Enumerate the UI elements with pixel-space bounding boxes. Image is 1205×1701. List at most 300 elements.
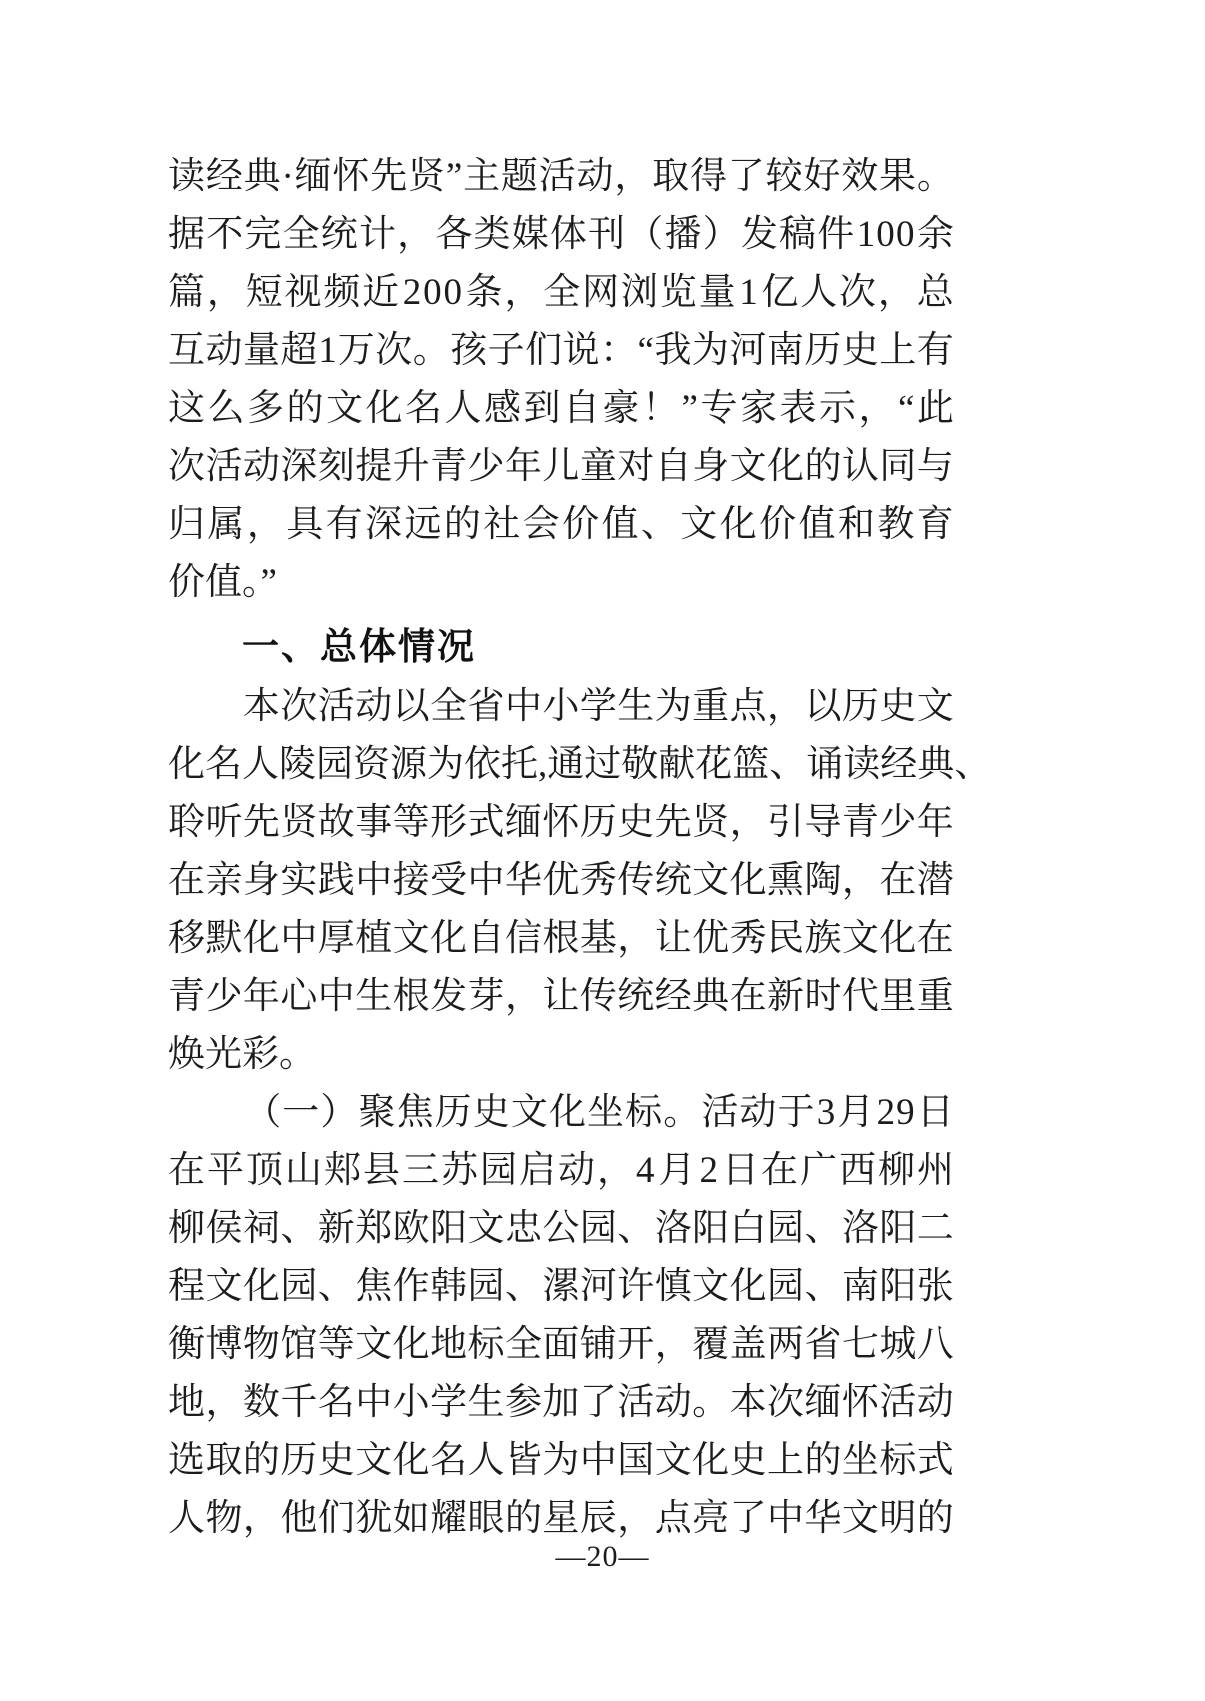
glyph: 过 (584, 744, 622, 785)
paragraph-subsection-one (168, 1084, 954, 1548)
glyph: 发 (740, 214, 778, 255)
glyph: 犹 (355, 1498, 393, 1539)
glyph: 二 (916, 1208, 954, 1249)
glyph: 公 (542, 1208, 580, 1249)
glyph: 的 (242, 1440, 280, 1481)
glyph: 中 (280, 918, 318, 959)
glyph: 、 (617, 1208, 655, 1249)
glyph: 化 (392, 1440, 430, 1481)
glyph: 动 (355, 686, 393, 727)
glyph: 史 (729, 1440, 767, 1481)
glyph: 体 (549, 214, 587, 255)
glyph: 化 (242, 1266, 280, 1307)
glyph: 于 (777, 1092, 815, 1133)
glyph: 不 (206, 214, 244, 255)
glyph: 读 (843, 744, 881, 785)
glyph: 芽 (467, 976, 505, 1017)
glyph: 省 (467, 686, 505, 727)
glyph: 日 (722, 1150, 759, 1191)
glyph: 感 (484, 388, 521, 429)
glyph: 效 (841, 156, 879, 197)
glyph: 阳 (692, 1208, 730, 1249)
glyph: 篇 (168, 272, 205, 313)
glyph: 程 (168, 1266, 205, 1307)
glyph: 园 (767, 1266, 804, 1307)
glyph: 耀 (430, 1498, 468, 1539)
glyph: 白 (729, 1208, 767, 1249)
glyph: 活 (317, 686, 355, 727)
glyph: 许 (617, 1266, 655, 1307)
glyph: 全 (282, 214, 320, 255)
glyph: 们 (317, 1498, 355, 1539)
glyph: 河 (729, 330, 767, 371)
glyph: 年 (242, 976, 280, 1017)
glyph: 对 (617, 446, 655, 487)
glyph: ， (841, 860, 879, 901)
glyph: 南 (766, 330, 804, 371)
glyph: 文 (841, 1498, 879, 1539)
glyph: 中 (767, 1498, 804, 1539)
glyph: ” (445, 156, 463, 197)
glyph: 会 (522, 504, 560, 545)
glyph: ， (246, 504, 284, 545)
glyph: 1 (318, 330, 337, 371)
glyph: 生 (355, 976, 393, 1017)
glyph: 他 (280, 1498, 318, 1539)
glyph: 史 (879, 686, 917, 727)
glyph: 园 (767, 1208, 804, 1249)
glyph: 归 (168, 504, 205, 545)
glyph: 人 (800, 272, 838, 313)
glyph: 化 (430, 918, 468, 959)
glyph: 中 (317, 976, 355, 1017)
glyph: 在 (879, 860, 917, 901)
glyph: 余 (916, 214, 954, 255)
glyph: 身 (692, 446, 730, 487)
glyph: 值 (601, 504, 639, 545)
glyph: ） (702, 214, 740, 255)
glyph: ， (597, 1150, 634, 1191)
glyph: 西 (839, 1150, 876, 1191)
glyph: 名 (405, 388, 442, 429)
glyph: 受 (430, 860, 468, 901)
glyph: 豪 (602, 388, 640, 429)
glyph: 焦 (396, 1092, 434, 1133)
glyph: 形 (430, 802, 468, 843)
glyph: 献 (658, 744, 696, 785)
glyph: 华 (804, 1498, 842, 1539)
glyph: 次 (767, 1382, 804, 1423)
glyph: 盖 (729, 1324, 767, 1365)
glyph: 深 (280, 446, 318, 487)
glyph: 城 (879, 1324, 917, 1365)
glyph: 八 (916, 1324, 954, 1365)
glyph: 动 (916, 1382, 954, 1423)
glyph: 星 (542, 1498, 580, 1539)
glyph: 文 (692, 1266, 730, 1307)
text-line (168, 736, 992, 794)
glyph: 文 (510, 1092, 548, 1133)
glyph: 这 (168, 388, 205, 429)
glyph: 千 (280, 1382, 318, 1423)
glyph: 郑 (355, 1208, 393, 1249)
glyph: 选 (168, 1440, 205, 1481)
glyph: ， (206, 272, 244, 313)
glyph: 衡 (168, 1324, 205, 1365)
glyph: “ (897, 388, 915, 429)
glyph: 自 (563, 388, 600, 429)
glyph: 慎 (654, 1266, 692, 1307)
glyph: 史 (317, 1440, 355, 1481)
glyph: 移 (168, 918, 205, 959)
glyph: 启 (519, 1150, 556, 1191)
glyph: ， (617, 918, 655, 959)
glyph: 次 (168, 446, 205, 487)
glyph: 苏 (441, 1150, 478, 1191)
glyph: 园 (579, 1208, 617, 1249)
glyph: 读 (168, 156, 205, 197)
glyph: 史 (472, 1092, 510, 1133)
glyph: 通 (547, 744, 585, 785)
glyph: 园 (467, 1266, 505, 1307)
text-line (168, 438, 954, 496)
text-line (168, 206, 954, 264)
text-line (168, 322, 954, 380)
glyph: 为 (654, 686, 692, 727)
glyph: 史 (841, 330, 879, 371)
glyph: （ (626, 214, 664, 255)
text-line (168, 1316, 954, 1374)
glyph: ， (504, 976, 542, 1017)
glyph: 历 (841, 686, 879, 727)
glyph: 此 (916, 388, 954, 429)
glyph: 托 (501, 744, 538, 785)
glyph: 媒 (511, 214, 549, 255)
glyph: 传 (579, 976, 617, 1017)
glyph: 洛 (841, 1208, 879, 1249)
glyph: 州 (917, 1150, 954, 1191)
glyph: 韩 (430, 1266, 468, 1307)
glyph: 、 (317, 1266, 355, 1307)
glyph: 南 (841, 1266, 879, 1307)
glyph: 数 (242, 1382, 280, 1423)
glyph: 代 (841, 976, 879, 1017)
glyph: 的 (916, 1498, 954, 1539)
page-number: —20— (555, 1540, 650, 1573)
glyph: ， (205, 1382, 243, 1423)
glyph: 孩 (450, 330, 488, 371)
text-line (168, 968, 954, 1026)
glyph: 缅 (804, 1382, 842, 1423)
glyph: 完 (244, 214, 282, 255)
glyph: 七 (841, 1324, 879, 1365)
glyph: 取 (205, 1440, 243, 1481)
glyph: 发 (430, 976, 468, 1017)
text-line (168, 1258, 954, 1316)
glyph: 怀 (332, 156, 370, 197)
glyph: 经 (880, 744, 918, 785)
glyph: 让 (654, 918, 692, 959)
glyph: 总 (916, 272, 954, 313)
glyph: 较 (765, 156, 803, 197)
glyph: 0 (423, 272, 442, 313)
glyph: 历 (579, 802, 617, 843)
glyph: ， (397, 214, 435, 255)
glyph: 先 (654, 802, 692, 843)
glyph: 4 (636, 1150, 655, 1191)
glyph: 怀 (841, 1382, 879, 1423)
glyph: 接 (392, 860, 430, 901)
glyph: 导 (804, 802, 842, 843)
glyph: 在 (729, 976, 767, 1017)
glyph: 、 (954, 744, 992, 785)
glyph: 各 (435, 214, 473, 255)
glyph: 贤 (280, 802, 318, 843)
glyph: “ (637, 330, 654, 371)
glyph: 化 (719, 504, 757, 545)
glyph: 阳 (430, 1208, 468, 1249)
glyph: 新 (317, 1208, 355, 1249)
glyph: 提 (355, 446, 393, 487)
glyph: 家 (739, 388, 777, 429)
glyph: 历 (434, 1092, 472, 1133)
glyph: 稿 (779, 214, 816, 255)
glyph: 属 (207, 504, 245, 545)
glyph: 怀 (542, 802, 580, 843)
glyph: 2 (876, 1092, 896, 1133)
glyph: 量 (242, 330, 280, 371)
glyph: 优 (692, 918, 730, 959)
glyph: 9 (896, 1092, 915, 1133)
glyph: 化 (729, 1266, 767, 1307)
glyph: 文 (680, 504, 718, 545)
glyph: 新 (767, 976, 804, 1017)
glyph: 1 (856, 214, 876, 255)
glyph: 全 (504, 1324, 542, 1365)
glyph: 优 (542, 860, 580, 901)
glyph: 祠 (242, 1208, 280, 1249)
glyph: 、 (640, 504, 678, 545)
glyph: 动 (558, 1150, 595, 1191)
glyph: 的 (286, 388, 324, 429)
glyph: 洛 (654, 1208, 692, 1249)
glyph (206, 1084, 243, 1142)
glyph: 月 (837, 1092, 875, 1133)
glyph: 价 (759, 504, 797, 545)
glyph: 频 (323, 272, 361, 313)
glyph: 两 (767, 1324, 804, 1365)
glyph: 历 (280, 1440, 318, 1481)
glyph: 短 (245, 272, 283, 313)
glyph: 专 (700, 388, 738, 429)
glyph: 1 (739, 272, 758, 313)
glyph: 少 (205, 976, 243, 1017)
glyph: 辰 (579, 1498, 617, 1539)
glyph: 省 (804, 1324, 842, 1365)
glyph: 、 (804, 1208, 842, 1249)
glyph: 标 (879, 1440, 917, 1481)
glyph: 年 (916, 802, 954, 843)
glyph: 典 (692, 976, 730, 1017)
glyph: 。 (692, 1382, 730, 1423)
glyph: 文 (392, 918, 430, 959)
glyph: 统 (617, 976, 655, 1017)
glyph: 民 (767, 918, 804, 959)
glyph: 典 (243, 156, 281, 197)
glyph: 文 (692, 860, 730, 901)
glyph: 播 (664, 214, 702, 255)
glyph: 青 (430, 446, 468, 487)
glyph: 典 (917, 744, 955, 785)
text-line: 焕光彩。 (168, 1034, 316, 1075)
glyph: 物 (242, 1324, 280, 1365)
glyph: 量 (698, 272, 736, 313)
glyph: 基 (579, 918, 617, 959)
text-line (168, 1432, 954, 1490)
glyph: 。 (412, 330, 450, 371)
glyph: ， (877, 272, 915, 313)
glyph: ， (617, 1498, 655, 1539)
glyph: 全 (430, 686, 468, 727)
glyph: 植 (355, 918, 393, 959)
glyph: 标 (625, 1092, 663, 1133)
glyph: 传 (617, 860, 655, 901)
glyph: 资 (353, 744, 390, 785)
glyph: 取 (652, 156, 690, 197)
glyph: 超 (280, 330, 318, 371)
glyph: 地 (168, 1382, 205, 1423)
glyph: 远 (404, 504, 442, 545)
glyph: 等 (317, 1324, 355, 1365)
glyph: 践 (317, 860, 355, 901)
text-line (168, 380, 954, 438)
glyph: ， (614, 156, 652, 197)
glyph: 县 (363, 1150, 400, 1191)
glyph: 化 (242, 918, 280, 959)
glyph: 小 (542, 686, 580, 727)
glyph: 张 (916, 1266, 954, 1307)
glyph: 侯 (205, 1208, 243, 1249)
glyph: 次 (839, 272, 877, 313)
glyph: 信 (504, 918, 542, 959)
glyph: 化 (168, 744, 205, 785)
glyph: 阳 (879, 1208, 917, 1249)
glyph: 平 (207, 1150, 244, 1191)
text-line (168, 1142, 954, 1200)
glyph: 覆 (692, 1324, 730, 1365)
glyph: 动 (576, 156, 614, 197)
glyph: 本 (242, 686, 280, 727)
glyph: 条 (465, 272, 503, 313)
glyph: 教 (877, 504, 915, 545)
glyph: 先 (242, 802, 280, 843)
glyph: 示 (818, 388, 856, 429)
glyph: 化 (879, 918, 917, 959)
glyph: 中 (504, 686, 542, 727)
glyph: 郏 (324, 1150, 361, 1191)
glyph: 主 (463, 156, 501, 197)
glyph: ， (858, 388, 896, 429)
glyph: 心 (280, 976, 318, 1017)
glyph: 文 (729, 446, 767, 487)
glyph: 柳 (878, 1150, 915, 1191)
glyph: 万 (337, 330, 375, 371)
glyph: 地 (430, 1324, 468, 1365)
glyph: 览 (659, 272, 697, 313)
glyph: 人 (168, 1498, 205, 1539)
glyph: 网 (582, 272, 620, 313)
glyph: 园 (280, 1266, 318, 1307)
glyph: 皆 (504, 1440, 542, 1481)
glyph: 文 (355, 1440, 393, 1481)
glyph: 陶 (804, 860, 842, 901)
glyph (168, 1084, 205, 1142)
glyph: 贤 (408, 156, 446, 197)
text-line: 价值。” (168, 562, 277, 603)
glyph: 时 (804, 976, 842, 1017)
glyph: 青 (841, 802, 879, 843)
glyph: 三 (402, 1150, 439, 1191)
glyph: 我 (654, 330, 692, 371)
paragraph-continuation (168, 148, 954, 612)
glyph: 故 (317, 802, 355, 843)
glyph: 式 (916, 1440, 954, 1481)
glyph: 具 (286, 504, 324, 545)
glyph: 焦 (355, 1266, 393, 1307)
glyph: 潜 (916, 860, 954, 901)
glyph: 先 (370, 156, 408, 197)
glyph: 历 (804, 330, 842, 371)
glyph: 互 (168, 330, 205, 371)
glyph: 少 (879, 802, 917, 843)
glyph: 标 (467, 1324, 505, 1365)
glyph: 引 (767, 802, 804, 843)
glyph: 了 (729, 1498, 767, 1539)
glyph: 了 (727, 156, 765, 197)
glyph: 点 (729, 686, 767, 727)
glyph: 物 (205, 1498, 243, 1539)
document-text-body (168, 148, 992, 1548)
glyph: ， (654, 1324, 692, 1365)
glyph: 在 (761, 1150, 798, 1191)
glyph: 日 (916, 1092, 954, 1133)
text-line (168, 264, 954, 322)
glyph: 育 (916, 504, 954, 545)
glyph: 经 (205, 156, 243, 197)
glyph: 、 (804, 1266, 842, 1307)
glyph: 化 (767, 446, 804, 487)
glyph: 河 (579, 1266, 617, 1307)
glyph: 活 (617, 1382, 655, 1423)
glyph: 在 (916, 918, 954, 959)
glyph: 次 (375, 330, 413, 371)
glyph: 作 (392, 1266, 430, 1307)
glyph: 听 (205, 802, 243, 843)
glyph: 刻 (317, 446, 355, 487)
glyph: 在 (168, 860, 205, 901)
glyph: 根 (542, 918, 580, 959)
glyph: 聚 (358, 1092, 396, 1133)
glyph: 化 (692, 1440, 730, 1481)
glyph: 生 (467, 1382, 505, 1423)
glyph: 族 (804, 918, 842, 959)
glyph (168, 678, 205, 736)
glyph: 好 (803, 156, 841, 197)
glyph: 本 (729, 1382, 767, 1423)
glyph: 件 (817, 214, 855, 255)
glyph: 亿 (761, 272, 799, 313)
paragraph-overall-situation (168, 678, 992, 1084)
